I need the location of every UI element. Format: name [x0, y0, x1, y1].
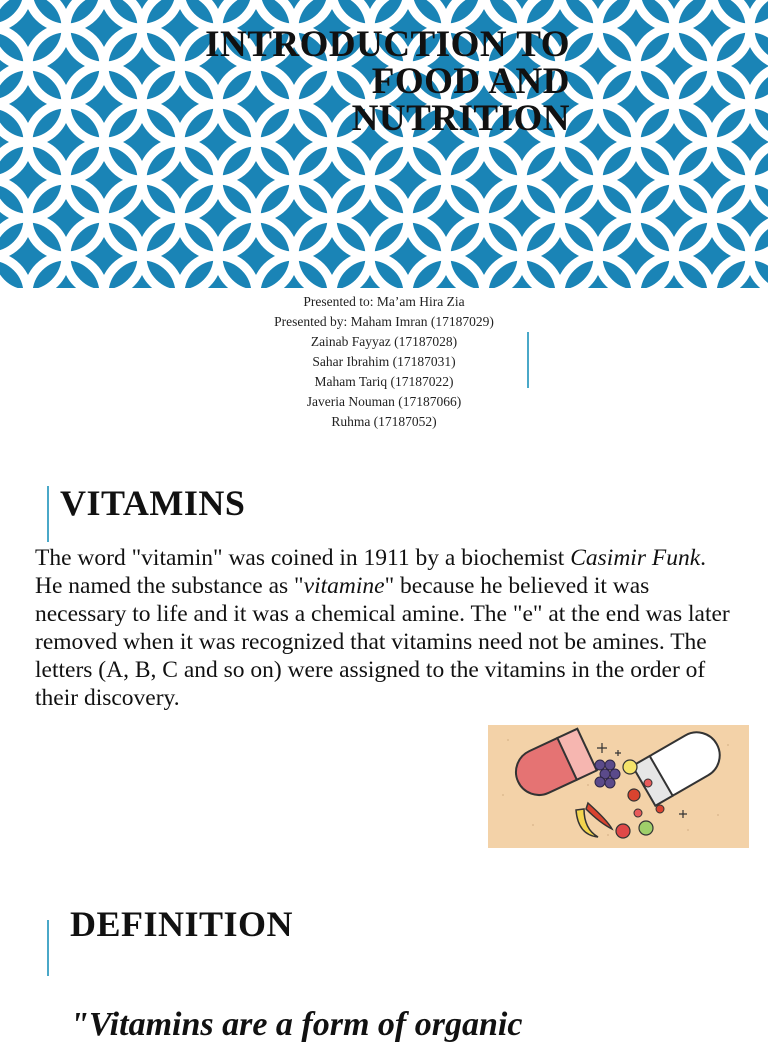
paragraph-text: The word "vitamin" was coined in 1911 by a biochemist — [35, 545, 571, 571]
vitamin-capsule-illustration — [488, 725, 749, 848]
credit-line: Presented by: Maham Imran (17187029) — [274, 314, 494, 329]
definition-heading: DEFINITION — [70, 904, 294, 944]
credit-line: Ruhma (17187052) — [331, 414, 437, 429]
title-banner — [0, 0, 768, 288]
credit-line: Presented to: Ma’am Hira Zia — [303, 294, 465, 309]
paragraph-text: . He named the substance as " — [35, 545, 706, 599]
accent-bar — [527, 332, 529, 388]
credit-line: Maham Tariq (17187022) — [314, 374, 454, 389]
slide-title: INTRODUCTION TO FOOD AND NUTRITION — [205, 24, 570, 139]
vitamins-paragraph — [35, 544, 735, 712]
credit-line: Zainab Fayyaz (17187028) — [310, 334, 458, 349]
credit-line: Javeria Nouman (17187066) — [306, 394, 462, 409]
credit-line: Sahar Ibrahim (17187031) — [312, 354, 456, 369]
paragraph-text: " because he believed it was necessary to life and it was a chemical amine. The "e" at the end was later removed when it was recognized that vitamins need not be amines. The letters (A, B, C and so on) were assigned to the vitamins in the order of their discovery. — [35, 573, 730, 711]
presenter-credits — [184, 292, 584, 432]
accent-bar — [47, 486, 49, 542]
definition-quote: "Vitamins are a form of organic — [70, 1006, 523, 1043]
accent-bar — [47, 920, 49, 976]
vitamins-heading: VITAMINS — [60, 483, 246, 523]
vitamine-term: vitamine — [303, 573, 385, 599]
scientist-name: Casimir Funk — [570, 545, 701, 571]
